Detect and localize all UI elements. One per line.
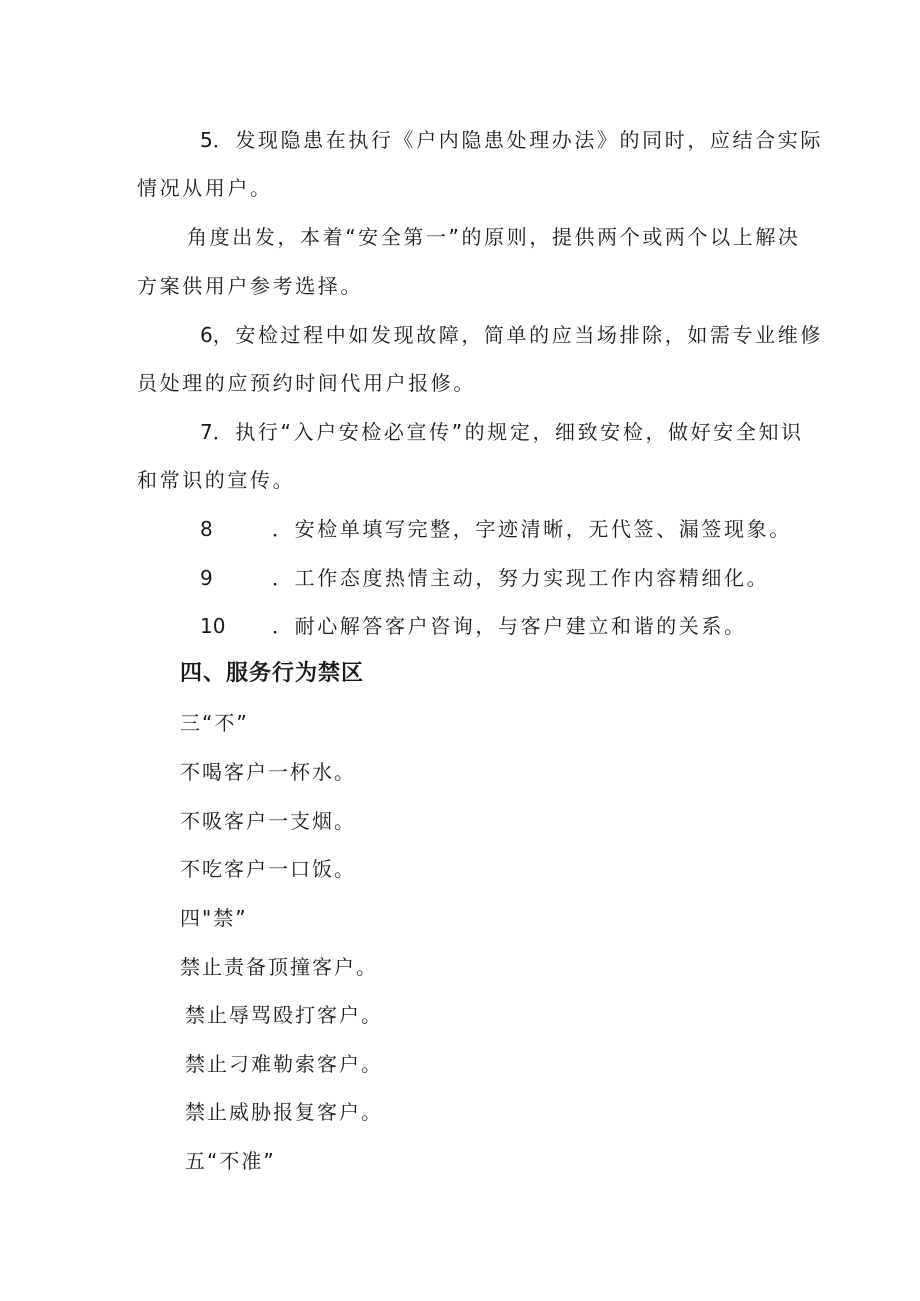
item-7-line-1 <box>200 420 804 444</box>
item-number: 5 <box>200 128 213 152</box>
four-ban-title: 四"禁” <box>180 906 248 930</box>
item-6-line-2: 员处理的应预约时间代用户报修。 <box>137 371 476 395</box>
paragraph-line-2: 方案供用户参考选择。 <box>137 274 363 298</box>
item-number: 10 <box>200 614 226 638</box>
four-ban-item: 禁止责备顶撞客户。 <box>180 955 378 979</box>
item-text: ．工作态度热情主动，努力实现工作内容精细化。 <box>272 566 770 590</box>
four-ban-item: 禁止刁难勒索客户。 <box>185 1052 383 1076</box>
item-text: ．安检单填写完整，字迹清晰，无代签、漏签现象。 <box>272 517 792 541</box>
three-no-title: 三“不” <box>180 711 249 735</box>
item-6-line-1 <box>200 323 823 347</box>
four-ban-item: 禁止辱骂殴打客户。 <box>185 1003 383 1027</box>
three-no-item: 不吸客户一支烟。 <box>180 809 356 833</box>
item-5-line-2: 情况从用户。 <box>137 176 273 200</box>
item-7-line-2: 和常识的宣传。 <box>137 468 296 492</box>
item-text: ．耐心解答客户咨询，与客户建立和谐的关系。 <box>272 614 747 638</box>
five-not-allowed-title: 五“不准” <box>185 1149 276 1173</box>
item-number: 7 <box>200 420 213 444</box>
item-5-line-1 <box>200 128 823 152</box>
item-number: 9 <box>200 566 213 590</box>
item-9 <box>200 566 769 590</box>
item-8 <box>200 517 792 541</box>
three-no-item: 不喝客户一杯水。 <box>180 760 356 784</box>
item-10 <box>200 614 747 638</box>
four-ban-item: 禁止威胁报复客户。 <box>185 1100 383 1124</box>
three-no-item: 不吃客户一口饭。 <box>180 857 356 881</box>
item-number: 6 <box>200 323 213 347</box>
item-text: ．执行“入户安检必宣传”的规定，细致安检，做好安全知识 <box>212 420 804 444</box>
section-heading: 四、服务行为禁区 <box>180 661 365 686</box>
paragraph-line-1: 角度出发，本着“安全第一”的原则，提供两个或两个以上解决 <box>187 225 801 249</box>
item-text: ．发现隐患在执行《户内隐患处理办法》的同时，应结合实际 <box>212 128 823 152</box>
item-number: 8 <box>200 517 213 541</box>
item-text: ，安检过程中如发现故障，简单的应当场排除，如需专业维修 <box>212 323 823 347</box>
